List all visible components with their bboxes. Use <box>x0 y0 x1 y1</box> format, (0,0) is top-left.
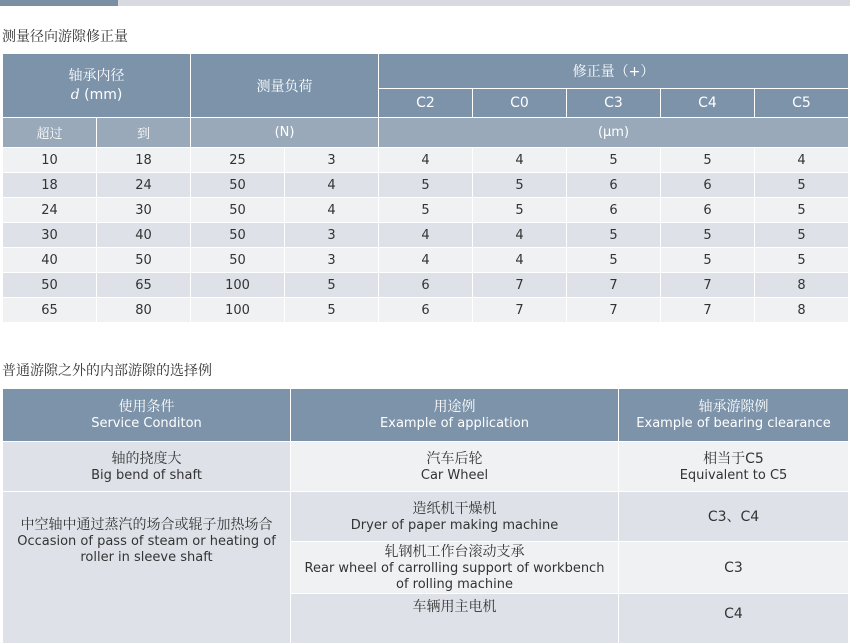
cell-load-1: 25 <box>191 148 285 173</box>
cell-load-2: 4 <box>285 198 379 223</box>
cell-corr-c4: 7 <box>661 273 755 298</box>
section-title-radial-clearance: 测量径向游隙修正量 <box>2 29 128 45</box>
header-application <box>291 389 619 442</box>
clearance-value: C3 <box>724 559 743 576</box>
cell-corr-c2: 5 <box>379 173 473 198</box>
cell-corr-c0: 5 <box>473 198 567 223</box>
table-row <box>3 298 849 323</box>
cell-bore-over: 30 <box>3 223 97 248</box>
cell-corr-c3: 5 <box>567 248 661 273</box>
condition-en: Occasion of pass of steam or heating of roller in sleeve shaft <box>17 534 276 565</box>
header-to: 到 <box>97 118 191 148</box>
clearance-correction-table <box>2 53 849 323</box>
cell-corr-c5: 5 <box>755 173 849 198</box>
header-service-condition <box>3 389 291 442</box>
cell-corr-c0: 4 <box>473 148 567 173</box>
cell-bore-over: 50 <box>3 273 97 298</box>
header-class-c0: C0 <box>473 89 567 118</box>
header-bore-diameter <box>3 54 191 118</box>
header-bore-symbol: d <box>70 86 80 103</box>
cell-corr-c5: 5 <box>755 223 849 248</box>
cell-corr-c5: 4 <box>755 148 849 173</box>
cell-corr-c2: 4 <box>379 248 473 273</box>
table-row <box>3 148 849 173</box>
cell-corr-c2: 5 <box>379 198 473 223</box>
cell-corr-c4: 5 <box>661 223 755 248</box>
condition-en: Big bend of shaft <box>91 467 202 483</box>
table-row <box>3 273 849 298</box>
clearance-cell <box>619 442 849 492</box>
condition-zh: 轴的挠度大 <box>111 450 182 467</box>
table-row <box>3 248 849 273</box>
cell-load-2: 3 <box>285 148 379 173</box>
cell-corr-c4: 5 <box>661 148 755 173</box>
header-class-c5: C5 <box>755 89 849 118</box>
cell-corr-c0: 4 <box>473 223 567 248</box>
header-class-c2: C2 <box>379 89 473 118</box>
clearance-value: C3、C4 <box>707 508 760 525</box>
section-title-clearance-selection: 普通游隙之外的内部游隙的选择例 <box>2 363 212 379</box>
cell-load-1: 50 <box>191 223 285 248</box>
cell-corr-c2: 4 <box>379 148 473 173</box>
cell-corr-c4: 6 <box>661 173 755 198</box>
clearance-cell <box>619 594 849 644</box>
application-en: Dryer of paper making machine <box>350 517 559 533</box>
application-cell <box>291 442 619 492</box>
table-row <box>3 198 849 223</box>
application-zh: 造纸机干燥机 <box>412 500 497 517</box>
table-row <box>3 442 849 492</box>
clearance-cell <box>619 492 849 542</box>
cell-corr-c2: 4 <box>379 223 473 248</box>
condition-cell <box>3 442 291 492</box>
cell-bore-over: 65 <box>3 298 97 323</box>
clearance-selection-table <box>2 388 849 644</box>
cell-bore-to: 40 <box>97 223 191 248</box>
condition-zh: 中空轴中通过蒸汽的场合或辊子加热场合 <box>20 517 273 533</box>
application-en: Rear wheel of carrolling support of workbench of rolling machine <box>304 560 605 592</box>
cell-load-1: 100 <box>191 298 285 323</box>
cell-corr-c5: 8 <box>755 273 849 298</box>
cell-load-2: 5 <box>285 273 379 298</box>
application-zh: 汽车后轮 <box>426 450 483 467</box>
header-class-c3: C3 <box>567 89 661 118</box>
cell-corr-c0: 7 <box>473 298 567 323</box>
cell-bore-over: 10 <box>3 148 97 173</box>
cell-load-2: 3 <box>285 248 379 273</box>
cell-corr-c3: 6 <box>567 198 661 223</box>
cell-load-2: 5 <box>285 298 379 323</box>
cell-corr-c0: 4 <box>473 248 567 273</box>
application-zh: 轧钢机工作台滚动支承 <box>384 543 525 560</box>
cell-load-1: 50 <box>191 173 285 198</box>
cell-load-2: 4 <box>285 173 379 198</box>
header-correction-unit: (μm) <box>379 118 849 148</box>
application-cell <box>291 492 619 542</box>
cell-corr-c3: 7 <box>567 273 661 298</box>
cell-corr-c2: 6 <box>379 273 473 298</box>
top-bar <box>0 0 850 6</box>
clearance-cell <box>619 542 849 594</box>
header-bore-unit-text: (mm) <box>84 86 123 103</box>
application-cell <box>291 594 619 644</box>
cell-corr-c5: 5 <box>755 198 849 223</box>
cell-bore-to: 30 <box>97 198 191 223</box>
header-application-zh: 用途例 <box>433 399 476 415</box>
header-bore-unit <box>3 86 190 105</box>
application-en: Car Wheel <box>420 467 489 483</box>
cell-bore-over: 24 <box>3 198 97 223</box>
header-bearing-clearance <box>619 389 849 442</box>
cell-corr-c4: 7 <box>661 298 755 323</box>
header-load-unit: (N) <box>191 118 379 148</box>
header-service-condition-en: Service Conditon <box>91 416 202 431</box>
cell-corr-c3: 7 <box>567 298 661 323</box>
cell-corr-c4: 6 <box>661 198 755 223</box>
table-body <box>3 148 849 323</box>
cell-corr-c5: 5 <box>755 248 849 273</box>
header-correction: 修正量（+） <box>379 54 849 89</box>
cell-load-1: 50 <box>191 248 285 273</box>
condition-cell <box>3 492 291 644</box>
cell-bore-to: 24 <box>97 173 191 198</box>
clearance-en: Equivalent to C5 <box>679 467 788 483</box>
header-over: 超过 <box>3 118 97 148</box>
header-class-c4: C4 <box>661 89 755 118</box>
top-bar-accent <box>0 0 118 6</box>
header-application-en: Example of application <box>380 416 529 431</box>
cell-bore-to: 65 <box>97 273 191 298</box>
cell-corr-c3: 5 <box>567 223 661 248</box>
table-row <box>3 223 849 248</box>
cell-bore-over: 18 <box>3 173 97 198</box>
cell-load-2: 3 <box>285 223 379 248</box>
header-measuring-load: 测量负荷 <box>191 54 379 118</box>
cell-corr-c3: 6 <box>567 173 661 198</box>
clearance-value: C4 <box>724 606 743 622</box>
cell-bore-to: 18 <box>97 148 191 173</box>
table-row <box>3 173 849 198</box>
cell-load-1: 100 <box>191 273 285 298</box>
table-row <box>3 492 849 542</box>
clearance-zh: 相当于C5 <box>703 450 764 467</box>
cell-bore-to: 80 <box>97 298 191 323</box>
header-service-condition-zh: 使用条件 <box>118 399 175 415</box>
application-zh: 车辆用主电机 <box>412 599 497 615</box>
header-bearing-clearance-zh: 轴承游隙例 <box>698 399 769 415</box>
cell-corr-c0: 7 <box>473 273 567 298</box>
cell-corr-c2: 6 <box>379 298 473 323</box>
cell-bore-to: 50 <box>97 248 191 273</box>
cell-bore-over: 40 <box>3 248 97 273</box>
cell-corr-c0: 5 <box>473 173 567 198</box>
header-bore-label: 轴承内径 <box>68 67 125 84</box>
cell-load-1: 50 <box>191 198 285 223</box>
cell-corr-c5: 8 <box>755 298 849 323</box>
application-cell <box>291 542 619 594</box>
cell-corr-c3: 5 <box>567 148 661 173</box>
cell-corr-c4: 5 <box>661 248 755 273</box>
header-bearing-clearance-en: Example of bearing clearance <box>636 416 831 431</box>
